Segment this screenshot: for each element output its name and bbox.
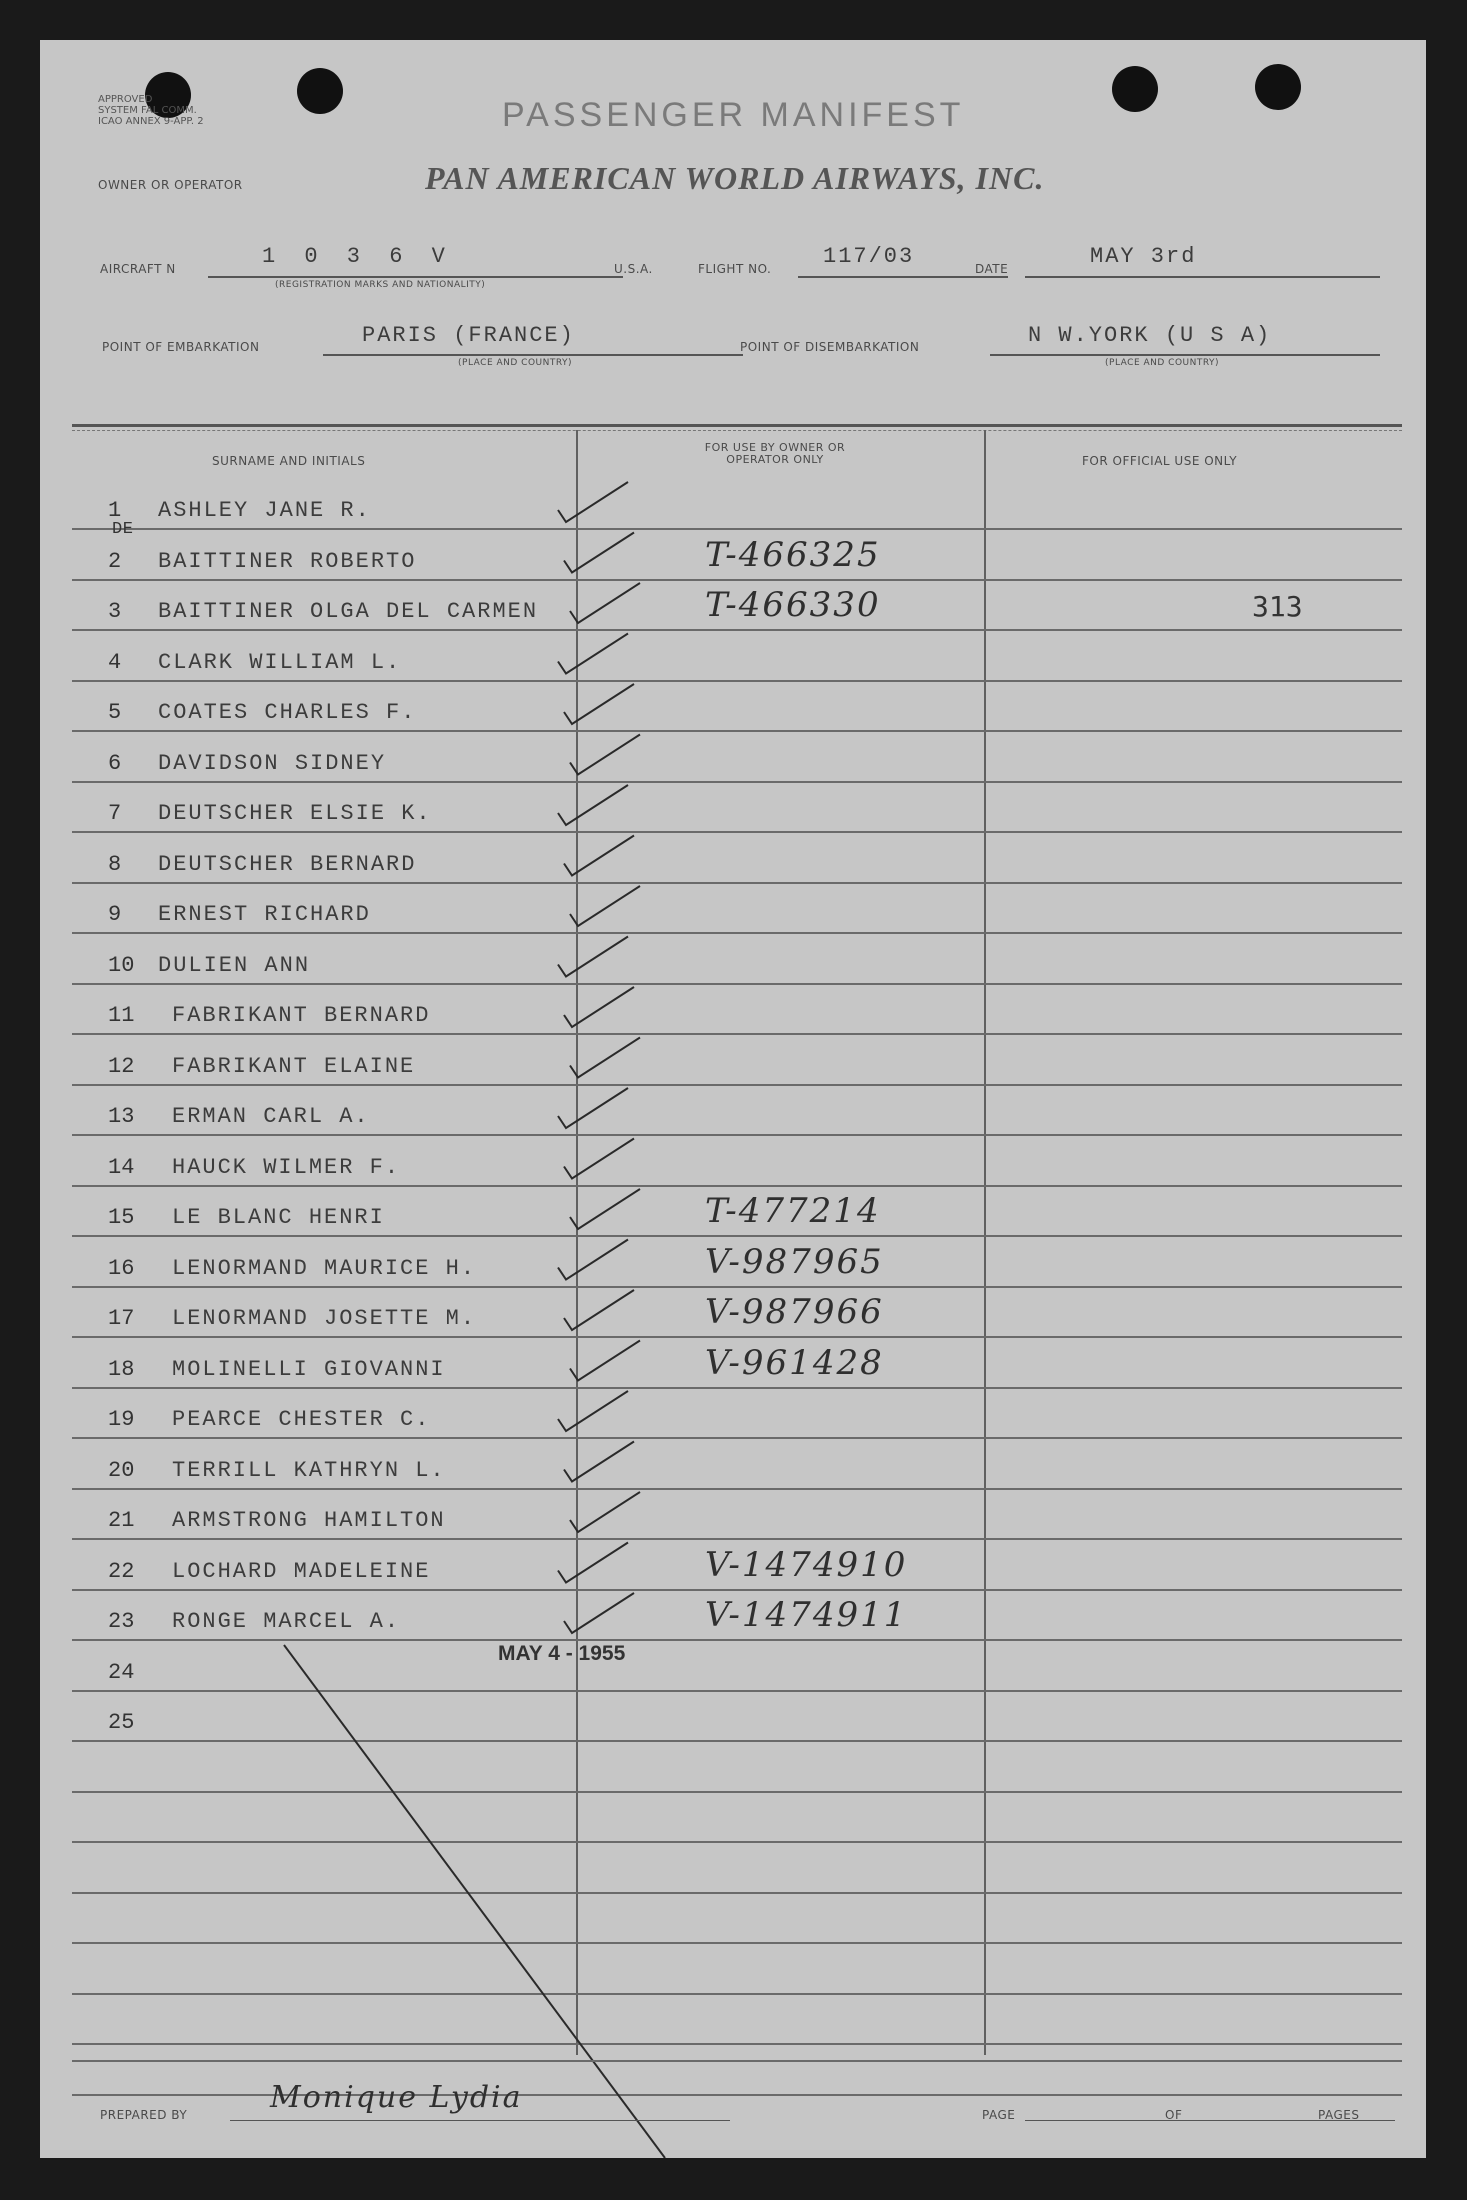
prepared-underline [230,2120,730,2121]
date-value: MAY 3rd [1090,244,1197,269]
check-mark [564,1593,634,1633]
pen-marks [40,40,1426,2158]
approval-note: APPROVED SYSTEM FAL COMM. ICAO ANNEX 9-APP. 2 [98,94,204,127]
row-number: 16 [108,1255,135,1281]
check-mark [570,1492,640,1532]
column-header-official-use: FOR OFFICIAL USE ONLY [1082,454,1238,468]
manifest-page [40,40,1426,2158]
column-header-names: SURNAME AND INITIALS [212,454,366,468]
embark-sublabel: (PLACE AND COUNTRY) [458,358,573,368]
passenger-name: ARMSTRONG HAMILTON [172,1508,446,1533]
disembark-label: POINT OF DISEMBARKATION [740,340,920,354]
check-mark [558,1391,628,1431]
passenger-name: LOCHARD MADELEINE [172,1558,431,1584]
passenger-name: DEUTSCHER ELSIE K. [158,801,432,826]
aircraft-sublabel: (REGISTRATION MARKS AND NATIONALITY) [275,280,486,290]
operator-name: PAN AMERICAN WORLD AIRWAYS, INC. [425,160,1045,196]
row-number: 22 [108,1558,135,1584]
row-number: 6 [108,750,122,776]
passenger-name: TERRILL KATHRYN L. [172,1457,446,1483]
row-number: 11 [108,1003,135,1028]
check-mark [564,1139,634,1179]
passenger-name: COATES CHARLES F. [158,700,417,725]
passenger-name: LENORMAND JOSETTE M. [172,1306,477,1331]
of-label: OF [1165,2108,1183,2122]
footer-border [72,2060,1402,2062]
row-number: 1 [108,498,122,523]
row-number: 15 [108,1205,135,1230]
check-mark [558,1240,628,1280]
passenger-name: ERNEST RICHARD [158,902,371,927]
row-prefix: DE [112,520,134,539]
aircraft-label: AIRCRAFT N [100,262,176,276]
check-marks [558,482,640,1633]
passenger-name: MOLINELLI GIOVANNI [172,1356,446,1382]
check-mark [570,583,640,623]
flight-label: FLIGHT NO. [698,262,772,276]
row-number: 3 [108,599,122,624]
disembark-value: N W.YORK (U S A) [1028,323,1272,348]
passenger-name: ASHLEY JANE R. [158,498,371,523]
passenger-name: DULIEN ANN [158,952,311,978]
row-number: 9 [108,902,122,927]
check-mark [558,785,628,825]
ticket-number: T-466330 [705,585,881,625]
row-number: 14 [108,1154,135,1180]
passenger-name: FABRIKANT BERNARD [172,1003,431,1028]
embark-label: POINT OF EMBARKATION [102,340,260,354]
ticket-number: V-961428 [705,1342,884,1383]
check-mark [564,533,634,573]
flight-value: 117/03 [823,244,915,269]
check-mark [570,886,640,926]
ticket-number: V-987966 [705,1292,884,1332]
check-mark [558,482,628,522]
ticket-number: V-987965 [705,1241,884,1282]
passenger-name: HAUCK WILMER F. [172,1154,401,1180]
check-mark [564,1442,634,1482]
row-number: 19 [108,1407,135,1432]
passenger-name: LENORMAND MAURICE H. [172,1255,477,1281]
ticket-number: T-466325 [705,534,881,575]
passenger-name: RONGE MARCEL A. [172,1609,401,1634]
ticket-number: V-1474910 [705,1544,908,1585]
row-number: 24 [108,1659,135,1685]
row-number: 13 [108,1104,135,1129]
passenger-name: DAVIDSON SIDNEY [158,750,387,776]
row-number: 25 [108,1710,135,1735]
check-mark [564,836,634,876]
check-mark [558,937,628,977]
check-mark [570,1038,640,1078]
check-mark [570,1341,640,1381]
row-number: 4 [108,649,122,675]
form-title: PASSENGER MANIFEST [502,96,965,134]
passenger-name: BAITTINER ROBERTO [158,548,417,574]
check-mark [570,1189,640,1229]
check-mark [564,1290,634,1330]
passenger-name: CLARK WILLIAM L. [158,649,402,675]
embark-value: PARIS (FRANCE) [362,323,575,348]
passenger-name: PEARCE CHESTER C. [172,1407,431,1432]
prepared-signature: Monique Lydia [270,2080,523,2115]
row-number: 7 [108,801,122,826]
row-number: 20 [108,1457,135,1483]
country-label: U.S.A. [614,262,653,276]
prepared-label: PREPARED BY [100,2108,188,2122]
row-number: 5 [108,700,122,725]
row-number: 8 [108,851,122,877]
ticket-number: T-477214 [705,1191,881,1231]
row-number: 17 [108,1306,135,1331]
owner-label: OWNER OR OPERATOR [98,178,243,192]
row-number: 10 [108,952,135,978]
passenger-name: FABRIKANT ELAINE [172,1053,416,1079]
date-label: DATE [975,262,1009,276]
pages-label: PAGES [1318,2108,1360,2122]
date-stamp: MAY 4 - 1955 [498,1642,626,1665]
check-mark [564,987,634,1027]
passenger-name: DEUTSCHER BERNARD [158,851,417,877]
check-mark [558,634,628,674]
passenger-name: BAITTINER OLGA DEL CARMEN [158,599,539,624]
passenger-name: LE BLANC HENRI [172,1205,385,1230]
row-number: 23 [108,1609,135,1634]
column-header-owner-use: FOR USE BY OWNER OR OPERATOR ONLY [704,441,846,466]
page-label: PAGE [982,2108,1016,2122]
row-number: 12 [108,1053,135,1079]
check-mark [564,684,634,724]
row-number: 2 [108,548,122,574]
check-mark [558,1543,628,1583]
row-number: 21 [108,1508,135,1533]
passenger-name: ERMAN CARL A. [172,1104,370,1129]
check-mark [570,735,640,775]
disembark-sublabel: (PLACE AND COUNTRY) [1105,358,1220,368]
row-number: 18 [108,1356,135,1382]
check-mark [558,1088,628,1128]
official-figure: 313 [1252,590,1303,623]
ticket-number: V-1474911 [705,1595,908,1635]
aircraft-value: 1 0 3 6 V [262,244,453,269]
